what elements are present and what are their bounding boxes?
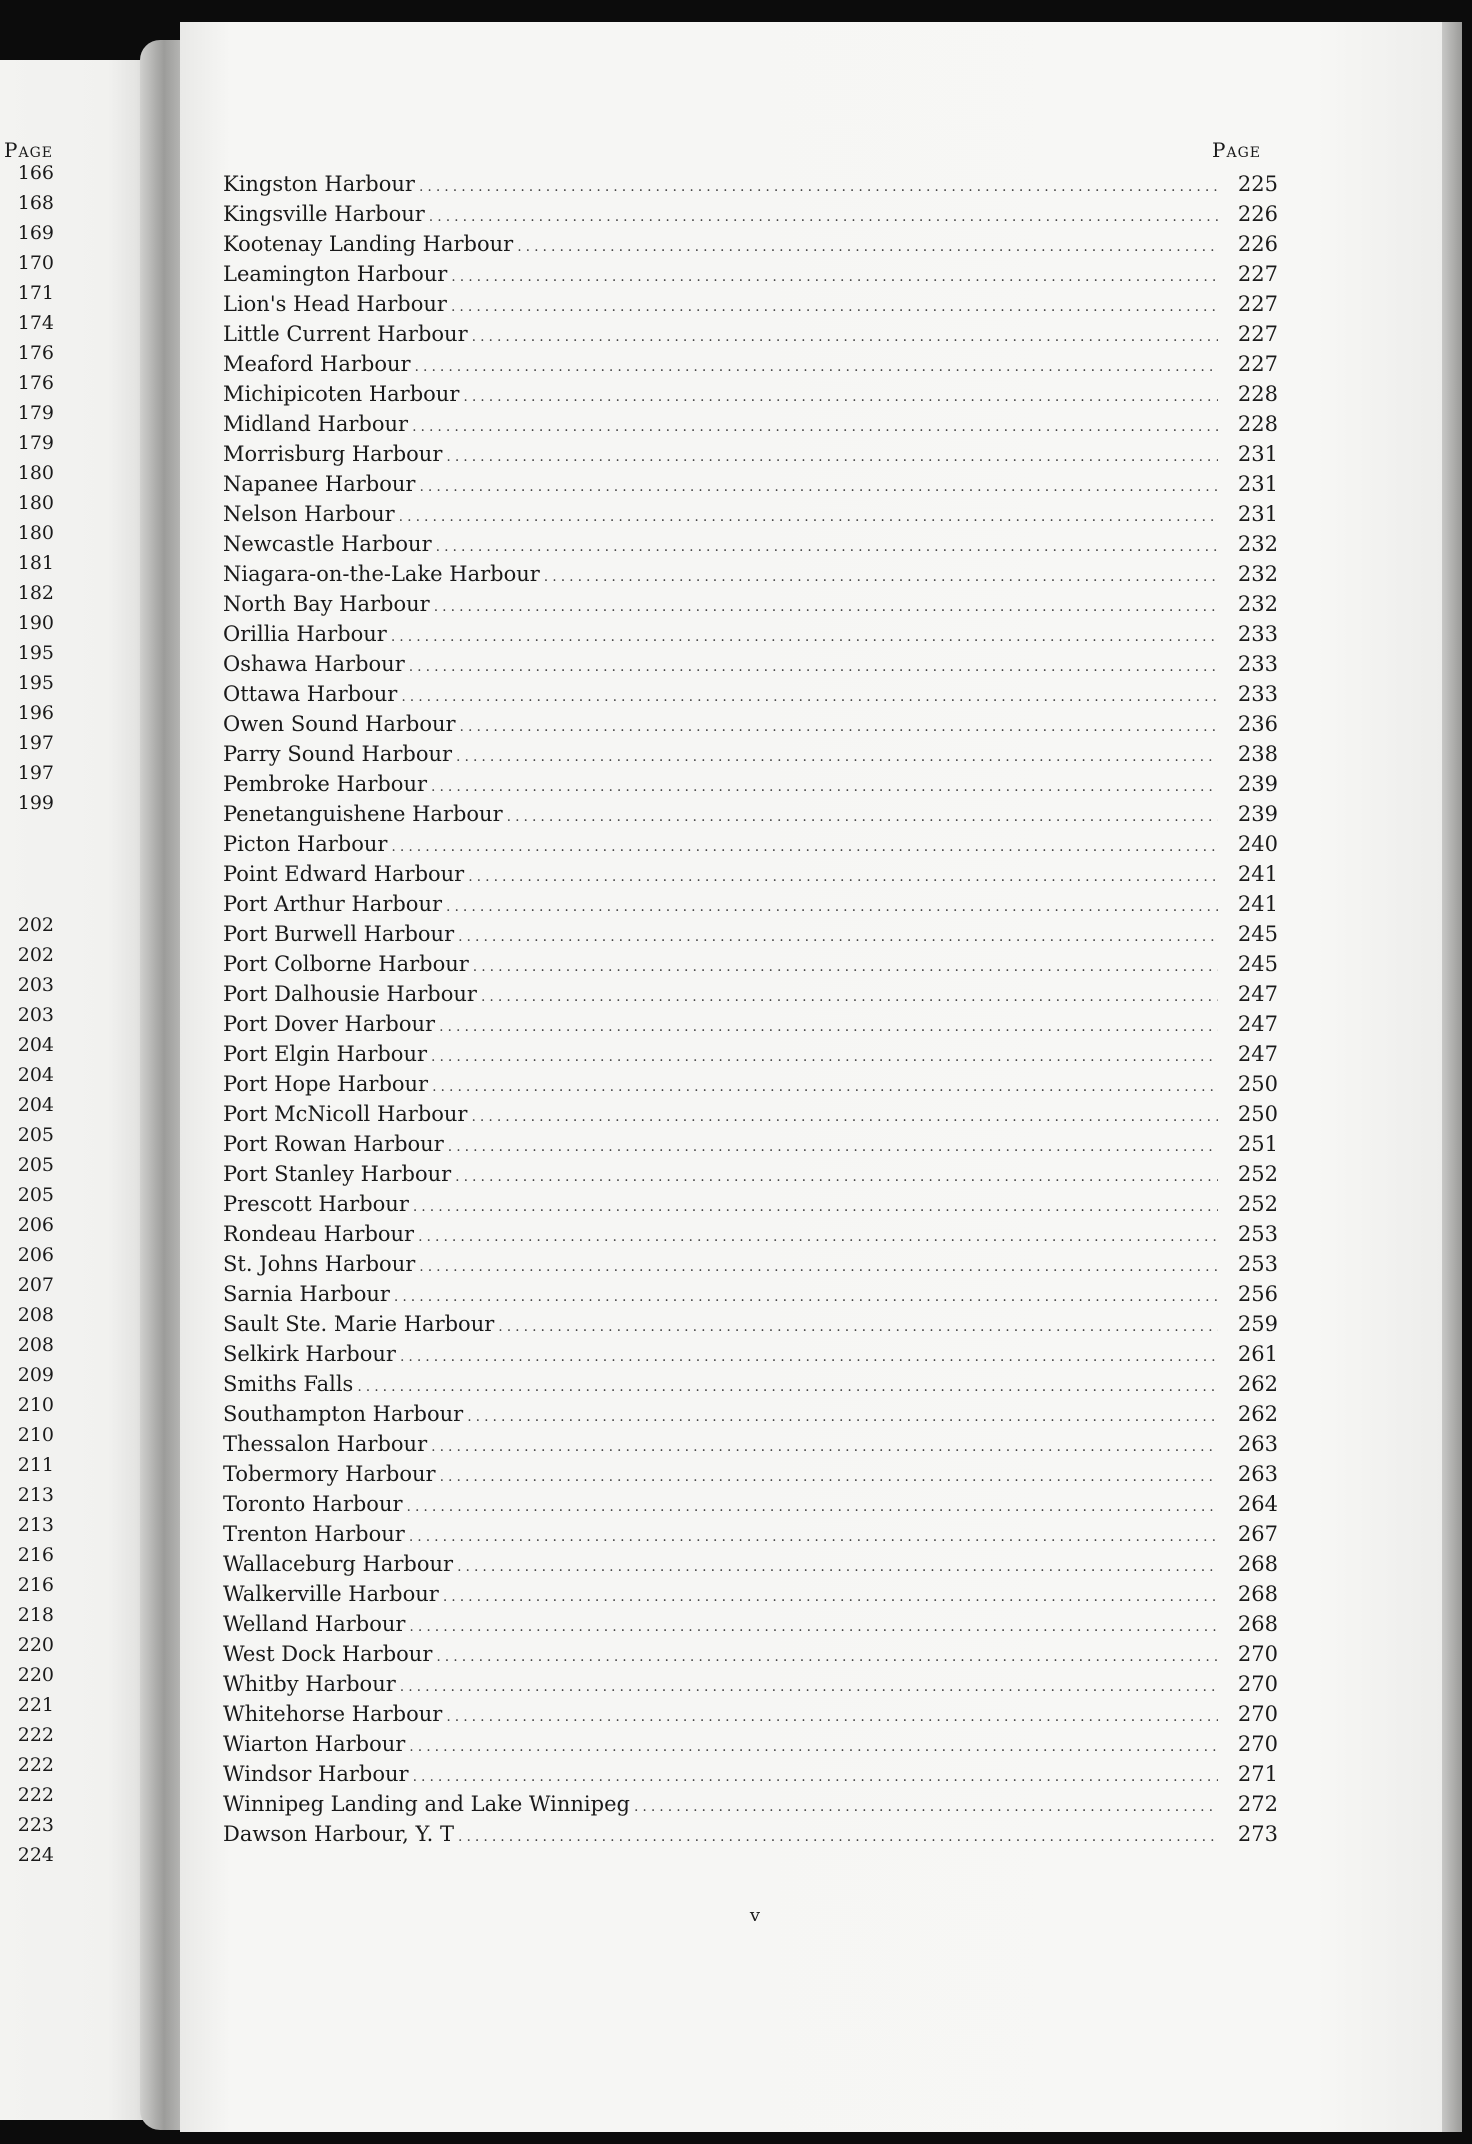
toc-entry-page: 233 — [1237, 622, 1278, 646]
left-page-number: 170 — [17, 252, 54, 274]
toc-entry — [223, 1252, 1278, 1276]
toc-entry-title: Thessalon Harbour — [223, 1432, 428, 1456]
toc-entry-page: 263 — [1237, 1462, 1278, 1486]
toc-entry — [223, 1432, 1278, 1456]
toc-entry-page: 247 — [1237, 1012, 1278, 1036]
toc-entry — [223, 682, 1278, 706]
dot-leader — [507, 805, 1218, 829]
toc-entry-page: 253 — [1237, 1222, 1278, 1246]
toc-entry-page: 270 — [1237, 1732, 1278, 1756]
toc-entry-title: Port Colborne Harbour — [223, 952, 469, 976]
left-page-number: 222 — [17, 1724, 54, 1746]
toc-entry — [223, 742, 1278, 766]
toc-entry-page: 270 — [1237, 1672, 1278, 1696]
toc-entry-page: 245 — [1237, 922, 1278, 946]
toc-entry — [223, 1732, 1278, 1756]
toc-entry-page: 228 — [1237, 412, 1278, 436]
toc-entry-title: Midland Harbour — [223, 412, 409, 436]
dot-leader — [419, 175, 1218, 199]
dot-leader — [439, 1015, 1218, 1039]
toc-entry-title: Southampton Harbour — [223, 1402, 464, 1426]
toc-entry-page: 263 — [1237, 1432, 1278, 1456]
toc-entry-title: Port Arthur Harbour — [223, 892, 443, 916]
left-page-number: 207 — [17, 1274, 54, 1296]
toc-entry-page: 250 — [1237, 1102, 1278, 1126]
toc-entry-title: Parry Sound Harbour — [223, 742, 453, 766]
toc-entry-title: Port Hope Harbour — [223, 1072, 429, 1096]
toc-entry-title: Trenton Harbour — [223, 1522, 405, 1546]
toc-entry — [223, 292, 1278, 316]
left-page-number: 222 — [17, 1784, 54, 1806]
dot-leader — [467, 1405, 1218, 1429]
toc-entry-page: 262 — [1237, 1402, 1278, 1426]
dot-leader — [419, 1255, 1218, 1279]
toc-entry-page: 270 — [1237, 1642, 1278, 1666]
toc-entry — [223, 1012, 1278, 1036]
toc-entry-title: Pembroke Harbour — [223, 772, 428, 796]
toc-entry-title: Winnipeg Landing and Lake Winnipeg — [223, 1792, 630, 1816]
dot-leader — [436, 1645, 1218, 1669]
dot-leader — [391, 625, 1218, 649]
toc-entry-page: 227 — [1237, 292, 1278, 316]
toc-entry-title: Port Stanley Harbour — [223, 1162, 452, 1186]
toc-entry-title: Smiths Falls — [223, 1372, 354, 1396]
toc-entry — [223, 352, 1278, 376]
toc-entry-page: 239 — [1237, 772, 1278, 796]
toc-entry-page: 232 — [1237, 532, 1278, 556]
toc-entry-page: 239 — [1237, 802, 1278, 826]
dot-leader — [440, 1465, 1218, 1489]
dot-leader — [457, 1555, 1218, 1579]
toc-entry — [223, 502, 1278, 526]
toc-entry — [223, 652, 1278, 676]
toc-entry-title: Picton Harbour — [223, 832, 388, 856]
toc-entry-page: 273 — [1237, 1822, 1278, 1846]
toc-entry — [223, 892, 1278, 916]
toc-entry-title: Lion's Head Harbour — [223, 292, 447, 316]
toc-entry — [223, 712, 1278, 736]
folio-page-number: v — [749, 1905, 761, 1926]
left-page-number: 205 — [17, 1124, 54, 1146]
toc-entry-title: Port McNicoll Harbour — [223, 1102, 468, 1126]
toc-entry-page: 268 — [1237, 1552, 1278, 1576]
dot-leader — [471, 1105, 1218, 1129]
toc-entry-title: Kingston Harbour — [223, 172, 415, 196]
toc-entry-page: 228 — [1237, 382, 1278, 406]
left-page-number: 221 — [17, 1694, 54, 1716]
dot-leader — [463, 385, 1218, 409]
toc-entry-title: Prescott Harbour — [223, 1192, 409, 1216]
dot-leader — [357, 1375, 1218, 1399]
toc-entry-page: 231 — [1237, 502, 1278, 526]
toc-entry — [223, 1462, 1278, 1486]
left-page-number: 180 — [17, 462, 54, 484]
toc-entry — [223, 1642, 1278, 1666]
toc-entry-page: 233 — [1237, 682, 1278, 706]
toc-entry-title: Port Burwell Harbour — [223, 922, 455, 946]
toc-entry-page: 247 — [1237, 1042, 1278, 1066]
toc-entry-title: Point Edward Harbour — [223, 862, 465, 886]
dot-leader — [634, 1795, 1218, 1819]
dot-leader — [409, 655, 1218, 679]
toc-entry-title: Niagara-on-the-Lake Harbour — [223, 562, 540, 586]
toc-entry-page: 264 — [1237, 1492, 1278, 1516]
toc-entry-page: 227 — [1237, 352, 1278, 376]
toc-entry-title: Sault Ste. Marie Harbour — [223, 1312, 495, 1336]
toc-entry — [223, 862, 1278, 886]
toc-entry-title: Selkirk Harbour — [223, 1342, 396, 1366]
toc-entry-page: 253 — [1237, 1252, 1278, 1276]
dot-leader — [412, 415, 1218, 439]
left-page-number: 168 — [17, 192, 54, 214]
left-page-number: 218 — [17, 1604, 54, 1626]
left-page-number: 171 — [17, 282, 54, 304]
toc-entry-title: Oshawa Harbour — [223, 652, 405, 676]
toc-entry-title: Windsor Harbour — [223, 1762, 409, 1786]
toc-entry-title: Port Dalhousie Harbour — [223, 982, 477, 1006]
right-page-header: Page — [1212, 138, 1261, 162]
dot-leader — [399, 505, 1218, 529]
toc-entry-title: Little Current Harbour — [223, 322, 468, 346]
toc-entry — [223, 772, 1278, 796]
toc-entry-page: 225 — [1237, 172, 1278, 196]
toc-entry — [223, 1102, 1278, 1126]
toc-entry — [223, 1792, 1278, 1816]
dot-leader — [431, 1435, 1218, 1459]
dot-leader — [431, 775, 1218, 799]
left-page-number: 223 — [17, 1814, 54, 1836]
toc-entry-page: 241 — [1237, 892, 1278, 916]
left-page-number: 210 — [17, 1394, 54, 1416]
dot-leader — [448, 1135, 1218, 1159]
toc-entry-title: Rondeau Harbour — [223, 1222, 415, 1246]
dot-leader — [391, 835, 1218, 859]
left-page-number: 196 — [17, 702, 54, 724]
toc-entry-page: 232 — [1237, 592, 1278, 616]
toc-entry-page: 241 — [1237, 862, 1278, 886]
left-page-number: 180 — [17, 492, 54, 514]
left-page-number: 209 — [17, 1364, 54, 1386]
toc-entry — [223, 982, 1278, 1006]
toc-entry — [223, 202, 1278, 226]
toc-entry-page: 236 — [1237, 712, 1278, 736]
toc-entry-page: 227 — [1237, 262, 1278, 286]
toc-entry-page: 270 — [1237, 1702, 1278, 1726]
dot-leader — [409, 1525, 1218, 1549]
left-page-number: 166 — [17, 162, 54, 184]
toc-entry-title: Whitby Harbour — [223, 1672, 396, 1696]
toc-entry-page: 261 — [1237, 1342, 1278, 1366]
toc-entry-title: Ottawa Harbour — [223, 682, 398, 706]
dot-leader — [394, 1285, 1218, 1309]
toc-entry-page: 256 — [1237, 1282, 1278, 1306]
dot-leader — [451, 265, 1218, 289]
toc-entry-title: Dawson Harbour, Y. T — [223, 1822, 455, 1846]
dot-leader — [418, 1225, 1218, 1249]
toc-entry-title: St. Johns Harbour — [223, 1252, 416, 1276]
toc-entry — [223, 1342, 1278, 1366]
toc-entry-title: Port Dover Harbour — [223, 1012, 436, 1036]
toc-entry — [223, 1222, 1278, 1246]
left-page-number: 205 — [17, 1154, 54, 1176]
left-page-number: 190 — [17, 612, 54, 634]
dot-leader — [481, 985, 1218, 1009]
dot-leader — [458, 925, 1218, 949]
toc-entry-title: Port Rowan Harbour — [223, 1132, 444, 1156]
toc-entry — [223, 1822, 1278, 1846]
left-page-number: 176 — [17, 372, 54, 394]
left-page-number: 202 — [17, 914, 54, 936]
left-page-number: 206 — [17, 1214, 54, 1236]
dot-leader — [413, 1765, 1218, 1789]
left-page-number: 204 — [17, 1064, 54, 1086]
left-page-number: 216 — [17, 1544, 54, 1566]
toc-entry-page: 232 — [1237, 562, 1278, 586]
toc-entry-title: Newcastle Harbour — [223, 532, 432, 556]
toc-entry — [223, 1312, 1278, 1336]
left-page-number: 179 — [17, 402, 54, 424]
left-page-number: 182 — [17, 582, 54, 604]
toc-entry-title: Kingsville Harbour — [223, 202, 425, 226]
toc-entry — [223, 952, 1278, 976]
dot-leader — [460, 715, 1218, 739]
toc-entry — [223, 1282, 1278, 1306]
toc-entry-title: Sarnia Harbour — [223, 1282, 390, 1306]
toc-entry — [223, 1072, 1278, 1096]
left-page-number: 211 — [17, 1454, 54, 1476]
dot-leader — [472, 325, 1218, 349]
toc-entry-page: 240 — [1237, 832, 1278, 856]
dot-leader — [458, 1825, 1218, 1849]
toc-entry-title: North Bay Harbour — [223, 592, 430, 616]
dot-leader — [400, 1345, 1218, 1369]
left-page-number: 220 — [17, 1634, 54, 1656]
left-page-number: 204 — [17, 1094, 54, 1116]
toc-entry — [223, 832, 1278, 856]
dot-leader — [407, 1495, 1218, 1519]
left-page-number: 176 — [17, 342, 54, 364]
dot-leader — [446, 1705, 1218, 1729]
toc-entry — [223, 232, 1278, 256]
toc-entry — [223, 1552, 1278, 1576]
toc-entry-page: 267 — [1237, 1522, 1278, 1546]
toc-entry-title: Walkerville Harbour — [223, 1582, 439, 1606]
dot-leader — [456, 745, 1218, 769]
left-page-number: 203 — [17, 1004, 54, 1026]
dot-leader — [415, 355, 1218, 379]
toc-entry-title: Napanee Harbour — [223, 472, 416, 496]
toc-entry-page: 231 — [1237, 442, 1278, 466]
toc-entry — [223, 1162, 1278, 1186]
toc-entry — [223, 802, 1278, 826]
toc-entry-title: Orillia Harbour — [223, 622, 387, 646]
left-page-number: 202 — [17, 944, 54, 966]
left-page-number: 199 — [17, 792, 54, 814]
dot-leader — [429, 205, 1218, 229]
left-page-header: Page — [4, 138, 53, 162]
toc-entry — [223, 1762, 1278, 1786]
dot-leader — [451, 295, 1218, 319]
toc-entry-title: Whitehorse Harbour — [223, 1702, 443, 1726]
dot-leader — [409, 1735, 1218, 1759]
dot-leader — [419, 475, 1218, 499]
toc-entry-title: Michipicoten Harbour — [223, 382, 460, 406]
toc-entry — [223, 1372, 1278, 1396]
left-page-number: 197 — [17, 732, 54, 754]
dot-leader — [517, 235, 1218, 259]
toc-entry — [223, 922, 1278, 946]
toc-entry — [223, 382, 1278, 406]
left-page-number: 224 — [17, 1844, 54, 1866]
toc-entry-page: 231 — [1237, 472, 1278, 496]
toc-entry-page: 245 — [1237, 952, 1278, 976]
dot-leader — [498, 1315, 1218, 1339]
dot-leader — [401, 685, 1218, 709]
toc-entry-page: 238 — [1237, 742, 1278, 766]
toc-entry-title: Nelson Harbour — [223, 502, 395, 526]
toc-entry-title: Meaford Harbour — [223, 352, 411, 376]
left-page-number: 213 — [17, 1514, 54, 1536]
left-page-number: 195 — [17, 642, 54, 664]
toc-entry — [223, 1522, 1278, 1546]
left-page-number: 204 — [17, 1034, 54, 1056]
toc-entry — [223, 442, 1278, 466]
toc-entry — [223, 322, 1278, 346]
left-page-number: 216 — [17, 1574, 54, 1596]
toc-entry-page: 233 — [1237, 652, 1278, 676]
toc-entry — [223, 172, 1278, 196]
toc-entry — [223, 1492, 1278, 1516]
dot-leader — [432, 1075, 1218, 1099]
toc-entry-page: 252 — [1237, 1162, 1278, 1186]
toc-entry — [223, 1192, 1278, 1216]
toc-entry-title: Toronto Harbour — [223, 1492, 403, 1516]
toc-entry-page: 247 — [1237, 982, 1278, 1006]
toc-entry-title: Kootenay Landing Harbour — [223, 232, 514, 256]
toc-entry-title: West Dock Harbour — [223, 1642, 433, 1666]
left-page-number: 205 — [17, 1184, 54, 1206]
dot-leader — [446, 445, 1218, 469]
toc-entry-page: 250 — [1237, 1072, 1278, 1096]
left-page-number: 197 — [17, 762, 54, 784]
toc-entry-page: 268 — [1237, 1582, 1278, 1606]
toc-entry — [223, 412, 1278, 436]
dot-leader — [434, 595, 1218, 619]
dot-leader — [443, 1585, 1218, 1609]
toc-entry-title: Leamington Harbour — [223, 262, 448, 286]
toc-entry — [223, 622, 1278, 646]
left-page-number: 210 — [17, 1424, 54, 1446]
dot-leader — [446, 895, 1218, 919]
dot-leader — [468, 865, 1218, 889]
dot-leader — [436, 535, 1218, 559]
left-page-number: 203 — [17, 974, 54, 996]
left-page-number: 174 — [17, 312, 54, 334]
toc-entry-page: 251 — [1237, 1132, 1278, 1156]
left-page-number: 206 — [17, 1244, 54, 1266]
dot-leader — [473, 955, 1218, 979]
toc-entry-page: 226 — [1237, 232, 1278, 256]
toc-entry — [223, 592, 1278, 616]
toc-entry-title: Morrisburg Harbour — [223, 442, 443, 466]
toc-entry-title: Penetanguishene Harbour — [223, 802, 503, 826]
toc-entry-page: 226 — [1237, 202, 1278, 226]
toc-entry — [223, 1042, 1278, 1066]
toc-entry — [223, 1672, 1278, 1696]
toc-entry — [223, 1582, 1278, 1606]
left-page-number: 220 — [17, 1664, 54, 1686]
left-page-number: 213 — [17, 1484, 54, 1506]
left-page-number: 179 — [17, 432, 54, 454]
left-page-number: 169 — [17, 222, 54, 244]
left-page-number: 208 — [17, 1304, 54, 1326]
left-page-number: 181 — [17, 552, 54, 574]
dot-leader — [400, 1675, 1218, 1699]
left-page-number: 180 — [17, 522, 54, 544]
toc-entry — [223, 562, 1278, 586]
toc-entry — [223, 472, 1278, 496]
dot-leader — [455, 1165, 1218, 1189]
toc-entry-title: Owen Sound Harbour — [223, 712, 456, 736]
left-page-number: 208 — [17, 1334, 54, 1356]
toc-entry — [223, 262, 1278, 286]
toc-entry-page: 227 — [1237, 322, 1278, 346]
toc-entry — [223, 1612, 1278, 1636]
left-page-number: 222 — [17, 1754, 54, 1776]
left-page-number: 195 — [17, 672, 54, 694]
toc-entry-title: Tobermory Harbour — [223, 1462, 436, 1486]
right-page-edge — [1442, 22, 1462, 2132]
dot-leader — [413, 1195, 1218, 1219]
dot-leader — [409, 1615, 1218, 1639]
toc-entry-page: 268 — [1237, 1612, 1278, 1636]
toc-entry-title: Welland Harbour — [223, 1612, 406, 1636]
toc-entry-page: 262 — [1237, 1372, 1278, 1396]
dot-leader — [544, 565, 1218, 589]
left-page — [0, 60, 155, 2120]
toc-entry — [223, 1132, 1278, 1156]
toc-entry-title: Wiarton Harbour — [223, 1732, 406, 1756]
dot-leader — [431, 1045, 1218, 1069]
toc-entry-title: Port Elgin Harbour — [223, 1042, 428, 1066]
toc-entry — [223, 532, 1278, 556]
toc-entry — [223, 1702, 1278, 1726]
toc-entry-page: 272 — [1237, 1792, 1278, 1816]
toc-entry-title: Wallaceburg Harbour — [223, 1552, 454, 1576]
toc-entry-page: 271 — [1237, 1762, 1278, 1786]
toc-entry-page: 259 — [1237, 1312, 1278, 1336]
toc-entry — [223, 1402, 1278, 1426]
toc-entry-page: 252 — [1237, 1192, 1278, 1216]
